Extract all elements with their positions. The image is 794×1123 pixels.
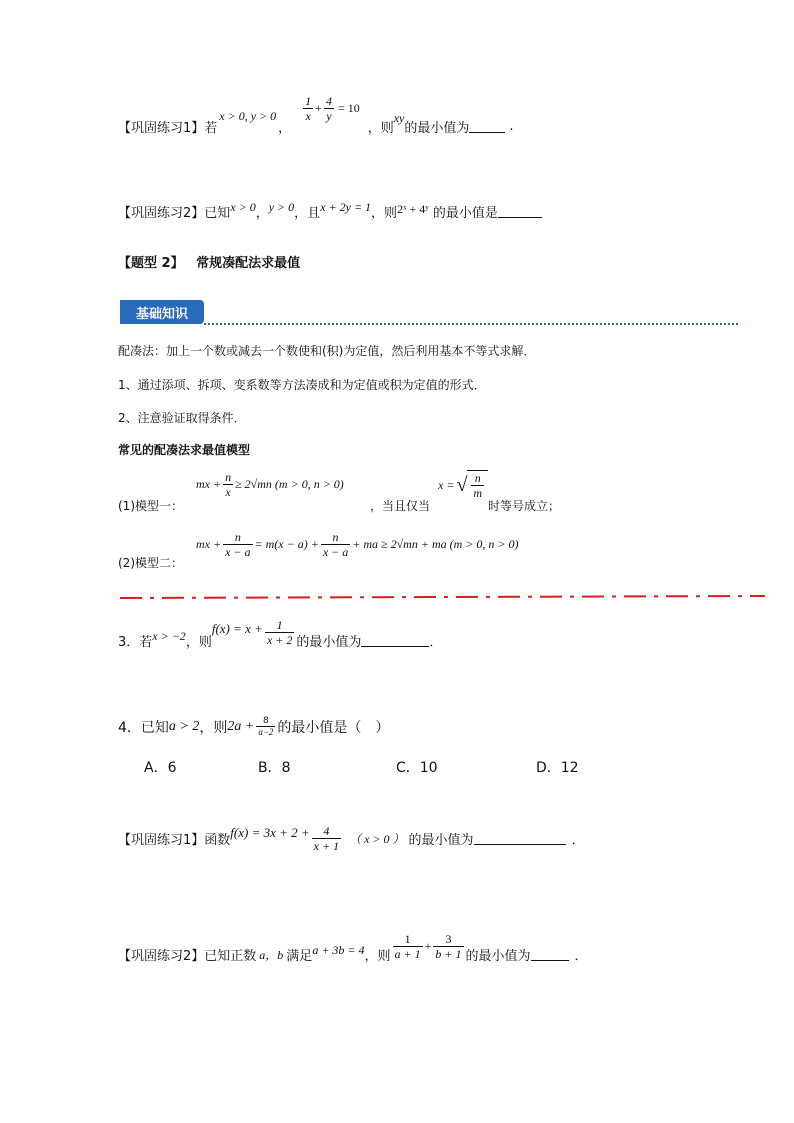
practice-1 <box>118 93 514 156</box>
option-c[interactable]: C．10 <box>396 760 438 776</box>
practice-1-tail: 的最小值为 <box>404 120 470 136</box>
practice-3-func: f(x) = 3x + 2 + <box>230 824 310 840</box>
practice-4-plus: + <box>424 939 432 953</box>
question-3-func: f(x) = x + <box>211 620 263 636</box>
question-4-num: 8 <box>263 716 269 726</box>
practice-3-den: x + 1 <box>313 839 340 853</box>
answer-blank <box>498 205 542 218</box>
question-4-cond: a > 2 <box>168 718 200 734</box>
eq-num1: 1 <box>305 93 312 108</box>
answer-blank <box>474 832 566 845</box>
practice-4-den2: b + 1 <box>435 947 462 961</box>
section-heading-label: 【题型 2】 <box>118 256 184 271</box>
answer-blank <box>531 948 569 961</box>
model-1-label: (1)模型一： <box>118 499 183 513</box>
practice-4-then: ，则 <box>364 949 391 964</box>
knowledge-line-3: 2、注意验证取得条件． <box>118 411 246 425</box>
knowledge-line-2: 1、通过添项、拆项、变系数等方法凑成和为定值或积为定值的形式． <box>118 378 486 392</box>
option-b[interactable]: B．8 <box>258 760 291 776</box>
practice-2-tail: 的最小值是 <box>432 206 498 221</box>
question-3 <box>118 618 443 655</box>
model-2-num1: n <box>234 530 241 544</box>
question-3-cond: x > −2 <box>152 629 186 643</box>
question-4 <box>118 716 389 737</box>
question-3-den: x + 2 <box>266 633 293 647</box>
practice-1-label: 【巩固练习1】若 <box>118 120 218 136</box>
practice-2-expr: 2ˣ + 4ʸ <box>397 202 429 216</box>
practice-1-var: xy <box>393 110 405 125</box>
model-2-num2: n <box>332 530 339 544</box>
practice-3-label: 【巩固练习1】函数 <box>118 833 231 848</box>
question-3-tail: 的最小值为 <box>296 635 362 650</box>
practice-4-end: ． <box>574 949 588 964</box>
eq-num2: 4 <box>325 93 332 108</box>
practice-1-comma: ， <box>278 120 292 136</box>
practice-4-num2: 3 <box>445 932 452 946</box>
eq-den1: x <box>305 108 311 123</box>
practice-2-cond2: y > 0 <box>268 200 295 214</box>
models-title: 常见的配凑法求最值模型 <box>118 443 251 457</box>
question-4-expr: 2a + <box>227 718 255 734</box>
answer-blank <box>361 634 429 647</box>
model-2-den1: x − a <box>225 545 251 559</box>
practice-4-den1: a + 1 <box>394 947 421 961</box>
practice-4-mid: 满足 <box>286 949 313 964</box>
question-4-stem-b: ，则 <box>199 719 228 736</box>
practice-2-cond1: x > 0 <box>230 200 256 214</box>
practice-4-tail: 的最小值为 <box>465 949 531 964</box>
model-2-den2: x − a <box>322 545 349 559</box>
section-heading-title: 常规凑配法求最值 <box>196 256 301 271</box>
question-4-tail: 的最小值是（ ） <box>277 719 390 736</box>
question-3-end: ． <box>429 635 443 650</box>
model-2-part-b: = m(x − a) + <box>254 537 319 551</box>
model-2-label: (2)模型二： <box>118 556 183 570</box>
practice-2-then: ，则 <box>371 206 398 221</box>
model-2-part-a: mx + <box>196 537 222 551</box>
practice-4-label: 【巩固练习2】已知正数 <box>118 949 257 964</box>
eq-plus: + <box>315 100 322 115</box>
practice-4-expr <box>391 932 466 961</box>
model-2-part-c: + ma ≥ 2√mn + ma (m > 0, n > 0) <box>352 537 519 551</box>
model-1-x: x = <box>438 477 455 492</box>
practice-3 <box>118 824 585 853</box>
question-4-stem-a: 4．已知 <box>118 719 169 736</box>
question-4-den: a−2 <box>258 727 274 737</box>
model-1-formula <box>196 470 344 499</box>
knowledge-line-1: 配凑法：加上一个数或减去一个数使和(积)为定值，然后利用基本不等式求解． <box>118 344 536 358</box>
practice-4-cond: a + 3b = 4 <box>312 943 365 957</box>
eq-rhs: = 10 <box>337 100 360 115</box>
practice-1-equation <box>301 94 360 123</box>
practice-4-num1: 1 <box>404 932 411 946</box>
practice-2-label: 【巩固练习2】已知 <box>118 206 231 221</box>
practice-1-condition: x > 0, y > 0 <box>219 108 277 123</box>
practice-3-tail: 的最小值为 <box>408 833 474 848</box>
practice-2-comma: ， <box>255 206 269 221</box>
badge-divider <box>204 323 738 325</box>
model-1-condition <box>438 470 488 500</box>
question-3-num: 1 <box>276 618 283 632</box>
model-1-mid: ，当且仅当 <box>370 499 431 513</box>
practice-3-cond: （ x > 0 ） <box>349 832 405 846</box>
model-1-rad-num: n <box>474 471 481 485</box>
practice-2-cond3: x + 2y = 1 <box>320 200 372 214</box>
practice-3-end: ． <box>571 833 585 848</box>
eq-den2: y <box>326 108 332 123</box>
model-1-rad-den: m <box>473 486 483 500</box>
question-3-number: 3．若 <box>118 635 153 650</box>
question-3-then: ，则 <box>185 635 212 650</box>
model-1-lhs: mx + <box>196 477 222 491</box>
practice-2 <box>118 202 542 221</box>
basic-knowledge-badge: 基础知识 <box>120 300 204 324</box>
answer-blank <box>469 120 505 133</box>
sqrt-symbol: √ $\frac{n}{m}$ <box>456 470 488 500</box>
section-heading <box>118 252 300 271</box>
practice-2-and: ，且 <box>294 206 321 221</box>
model-1-num: n <box>225 470 232 484</box>
model-1-rhs: ≥ 2√mn (m > 0, n > 0) <box>235 477 344 491</box>
practice-4-vars: a，b <box>259 948 284 962</box>
option-d[interactable]: D．12 <box>536 760 579 776</box>
practice-4 <box>118 932 588 969</box>
model-1-den: x <box>225 485 231 499</box>
practice-1-then: ，则 <box>367 120 394 136</box>
practice-1-end: . <box>509 118 514 134</box>
practice-3-num: 4 <box>323 824 330 838</box>
model-2-formula <box>196 530 518 559</box>
option-a[interactable]: A．6 <box>144 760 177 776</box>
section-separator <box>120 594 765 602</box>
model-1-tail: 时等号成立； <box>488 499 561 513</box>
